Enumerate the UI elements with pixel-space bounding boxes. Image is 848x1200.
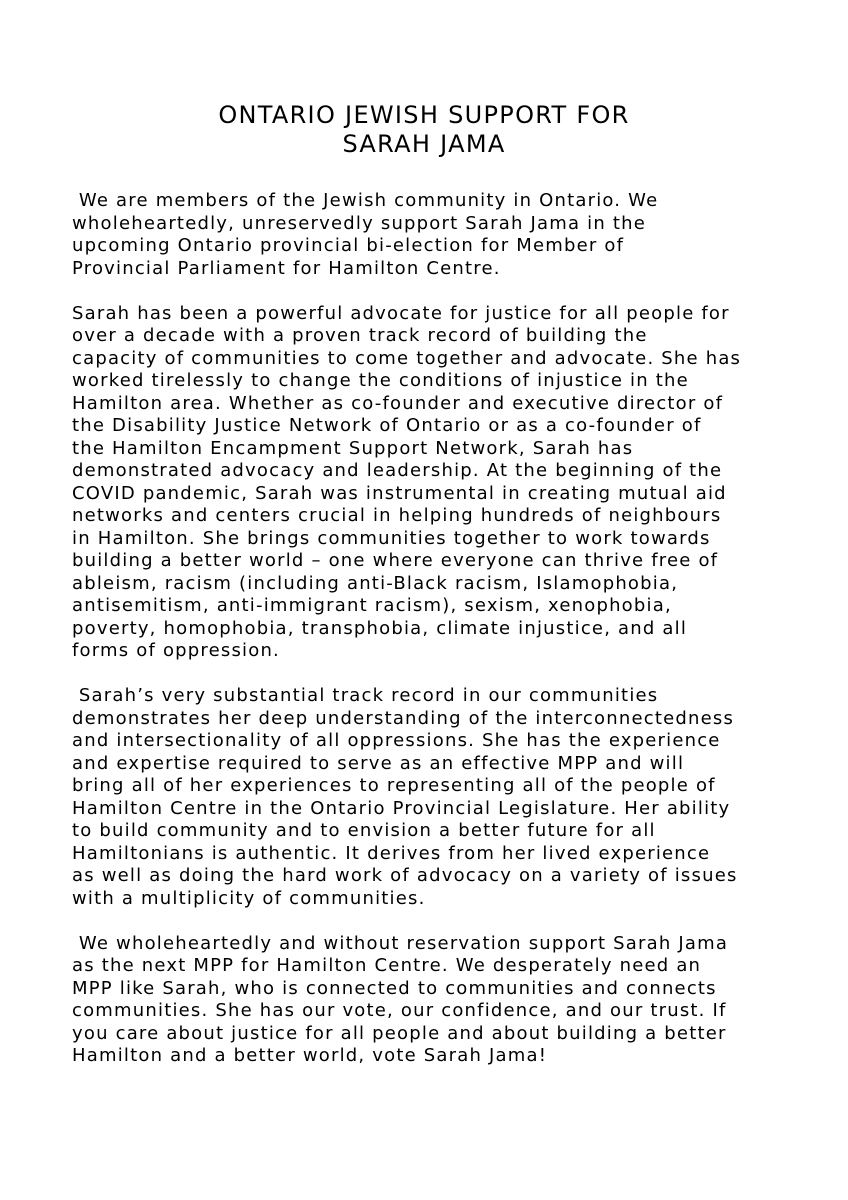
paragraph-line: wholeheartedly, unreservedly support Sarah Jama in the (72, 212, 647, 234)
paragraph-line: Hamilton and a better world, vote Sarah Jama! (72, 1045, 548, 1066)
paragraph-line: Sarah has been a powerful advocate for justice for all people for (72, 302, 730, 324)
paragraph-line: the Hamilton Encampment Support Network, Sarah has (72, 437, 634, 459)
paragraph-line: We are members of the Jewish community in Ontario. We (72, 190, 659, 211)
paragraph-line: in Hamilton. She brings communities together to work towards (72, 527, 711, 549)
paragraph (72, 933, 778, 1068)
document-title (0, 101, 848, 159)
paragraph-line: Sarah’s very substantial track record in our communities (72, 685, 659, 706)
paragraph-line: you care about justice for all people and about building a better (72, 1022, 727, 1044)
paragraph-line: upcoming Ontario provincial bi-election for Member of (72, 235, 625, 256)
paragraph-line: as well as doing the hard work of advocacy on a variety of issues (72, 865, 738, 886)
paragraph-line: Provincial Parliament for Hamilton Centre. (72, 257, 501, 279)
paragraph-line: antisemitism, anti-immigrant racism), sexism, xenophobia, (72, 595, 672, 616)
paragraph-line: poverty, homophobia, transphobia, climate injustice, and all (72, 617, 688, 639)
paragraph-line: worked tirelessly to change the conditions of injustice in the (72, 370, 689, 391)
paragraph-line: Hamilton area. Whether as co-founder and executive director of (72, 392, 724, 414)
paragraph-line: demonstrated advocacy and leadership. At the beginning of the (72, 460, 723, 481)
paragraph-line: COVID pandemic, Sarah was instrumental in creating mutual aid (72, 482, 727, 504)
paragraph-line: demonstrates her deep understanding of the interconnectedness (72, 707, 735, 729)
paragraph-line: to build community and to envision a better future for all (72, 820, 656, 841)
paragraph-line: We wholeheartedly and without reservation support Sarah Jama (72, 932, 729, 954)
paragraph (72, 685, 778, 910)
paragraph-line: Hamiltonians is authentic. It derives from her lived experience (72, 842, 711, 864)
paragraph-line: over a decade with a proven track record of building the (72, 325, 648, 346)
paragraph-line: communities. She has our vote, our confidence, and our trust. If (72, 1000, 727, 1021)
paragraph-line: ableism, racism (including anti-Black racism, Islamophobia, (72, 572, 679, 594)
paragraph-line: Hamilton Centre in the Ontario Provincial Legislature. Her ability (72, 797, 731, 819)
paragraph-line: forms of oppression. (72, 640, 280, 661)
paragraph-line: as the next MPP for Hamilton Centre. We desperately need an (72, 955, 702, 976)
paragraph-line: networks and centers crucial in helping hundreds of neighbours (72, 505, 722, 526)
paragraph-line: and expertise required to serve as an effective MPP and will (72, 752, 685, 774)
paragraph-line: building a better world – one where everyone can thrive free of (72, 550, 719, 571)
paragraph-line: and intersectionality of all oppressions. She has the experience (72, 730, 721, 751)
paragraph-line: bring all of her experiences to representing all of the people of (72, 775, 716, 796)
paragraph-line: MPP like Sarah, who is connected to communities and connects (72, 977, 717, 999)
title-line: ONTARIO JEWISH SUPPORT FOR (218, 101, 630, 129)
paragraph (72, 190, 778, 280)
paragraph (72, 303, 778, 663)
paragraph-line: the Disability Justice Network of Ontario or as a co-founder of (72, 415, 702, 436)
title-line: SARAH JAMA (342, 130, 506, 158)
paragraph-line: with a multiplicity of communities. (72, 887, 426, 909)
paragraph-line: capacity of communities to come together and advocate. She has (72, 347, 742, 369)
document-body (72, 190, 778, 1090)
